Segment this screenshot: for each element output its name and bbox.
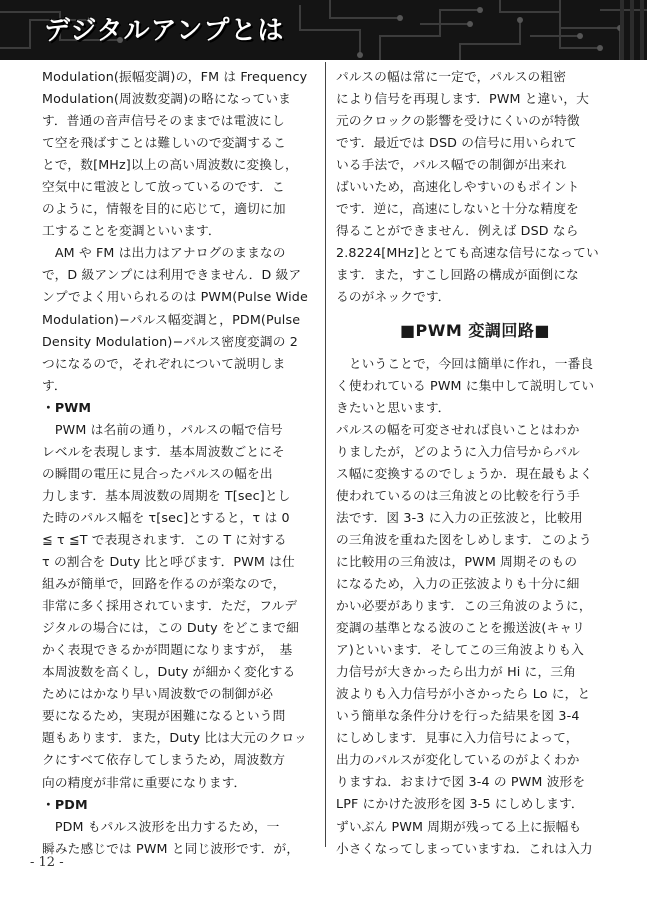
text-line: のように，情報を目的に応じて，適切に加 (42, 201, 286, 217)
text-line: AM や FM は出力はアナログのままなの (42, 245, 286, 261)
text-line: クにすべて依存してしまうため，周波数方 (42, 752, 286, 768)
column-divider (325, 62, 326, 847)
text-line: いう簡単な条件分けを行った結果を図 3-4 (336, 708, 580, 724)
text-line: るのがネックです． (336, 289, 451, 305)
text-line: PDM もパルス波形を出力するため，一 (42, 818, 280, 834)
text-line: つになるので，それぞれについて説明しま (42, 355, 286, 371)
text-line: ンプでよく用いられるのは PWM(Pulse Wide (42, 289, 308, 305)
text-line: の瞬間の電圧に見合ったパルスの幅を出 (42, 465, 273, 481)
text-line: て空を飛ばすことは難しいので変調するこ (42, 135, 286, 151)
subsection-heading: ・PDM (42, 796, 88, 812)
text-line: 変調の基準となる波のことを搬送波(キャリ (336, 620, 586, 636)
text-line: 力します．基本周波数の周期を T[sec]とし (42, 487, 291, 503)
text-line: ス幅に変換するのでしょうか．現在最もよく (336, 465, 593, 481)
text-line: の三角波を重ねた図をしめします．このよう (336, 531, 592, 547)
text-line: で，D 級アンプには利用できません．D 級ア (42, 267, 302, 283)
text-line: いる手法で，パルス幅での制御が出来れ (336, 157, 567, 173)
text-line: 法です．図 3-3 に入力の正弦波と，比較用 (336, 509, 583, 525)
text-line: 向の精度が非常に重要になります． (42, 774, 247, 790)
text-line: 要になるため，実現が困難になるという問 (42, 708, 286, 724)
text-line: りますね．おまけで図 3-4 の PWM 波形を (336, 774, 586, 790)
text-line: 非常に多く採用されています．ただ，フルデ (42, 598, 298, 614)
text-line: に比較用の三角波は，PWM 周期そのもの (336, 553, 578, 569)
text-line: パルスの幅は常に一定で，パルスの粗密 (336, 69, 567, 84)
text-line: かい必要があります．この三角波のように， (336, 598, 592, 614)
page-title: デジタルアンプとは (44, 16, 285, 46)
text-line: Modulation(周波数変調)の略になっていま (42, 91, 291, 107)
text-line: く使われている PWM に集中して説明してい (336, 377, 595, 393)
text-line: により信号を再現します．PWM と違い，大 (336, 91, 589, 107)
right-column (336, 66, 614, 860)
text-line: ≦ τ ≦T で表現されます．この T に対する (42, 531, 287, 547)
text-line: LPF にかけた波形を図 3-5 にしめします． (336, 796, 584, 812)
text-line: す．普通の音声信号そのままでは電波にし (42, 113, 285, 129)
text-line: きたいと思います． (336, 399, 451, 415)
text-line: 組みが簡単で，回路を作るのが楽なので， (42, 576, 286, 592)
text-line: 元のクロックの影響を受けにくいのが特徴 (336, 113, 580, 129)
text-line: です．最近では DSD の信号に用いられて (336, 135, 577, 151)
text-line: ということで，今回は簡単に作れ，一番良 (336, 355, 594, 371)
text-line: 力信号が大きかったら出力が Hi に，三角 (336, 664, 576, 680)
text-line: す． (42, 377, 67, 393)
section-heading: ■PWM 変調回路■ (399, 320, 551, 340)
text-line: Modulation)−パルス幅変調と，PDM(Pulse (42, 311, 301, 327)
text-line: 出力のパルスが変化しているのがよくわか (336, 752, 580, 768)
text-line: レベルを表現します．基本周波数ごとにそ (42, 443, 285, 459)
text-line: 瞬みた感じでは PWM と同じ波形です．が， (42, 840, 300, 856)
text-line: ます．また，すこし回路の構成が面倒にな (336, 267, 579, 283)
text-line: 波よりも入力信号が小さかったら Lo に，と (336, 686, 591, 702)
left-column (42, 66, 320, 860)
text-line: ア)といいます．そしてこの三角波よりも入 (336, 642, 584, 658)
text-line: かく表現できるかが問題になりますが， 基 (42, 642, 293, 658)
text-line: 2.8224[MHz]ととても高速な信号になってい (336, 245, 599, 261)
text-line: ばいいため，高速化しやすいのもポイント (336, 179, 580, 195)
text-line: Density Modulation)−パルス密度変調の 2 (42, 333, 298, 349)
text-line: とで，数[MHz]以上の高い周波数に変換し， (42, 157, 298, 173)
text-line: 工することを変調といいます． (42, 223, 221, 239)
text-line: PWM は名前の通り，パルスの幅で信号 (42, 421, 283, 437)
text-line: 空気中に電波として放っているのです．こ (42, 179, 285, 195)
text-line: ジタルの場合には，この Duty をどこまで細 (42, 620, 299, 636)
text-line: 本周波数を高くし，Duty が細かく変化する (42, 664, 296, 680)
text-line: た時のパルス幅を τ[sec]とすると，τ は 0 (42, 509, 290, 525)
text-line: になるため，入力の正弦波よりも十分に細 (336, 575, 580, 591)
page-number: - 12 - (30, 855, 64, 870)
text-line: です．逆に，高速にしないと十分な精度を (336, 201, 579, 217)
text-line: 題もあります．また，Duty 比は大元のクロッ (42, 730, 307, 746)
subsection-heading: ・PWM (42, 399, 92, 415)
text-line: 使われているのは三角波との比較を行う手 (336, 487, 580, 503)
text-line: りましたが，どのように入力信号からパル (336, 443, 580, 459)
text-line: にしめします．見事に入力信号によって， (336, 730, 579, 746)
text-line: 得ることができません．例えば DSD なら (336, 223, 579, 239)
text-line: Modulation(振幅変調)の，FM は Frequency (42, 69, 308, 84)
page-header (0, 0, 647, 60)
text-line: パルスの幅を可変させれば良いことはわか (336, 421, 580, 437)
text-line: 小さくなってしまっていますね．これは入力 (336, 840, 593, 856)
text-line: ずいぶん PWM 周期が残ってる上に振幅も (336, 818, 582, 834)
text-line: ためにはかなり早い周波数での制御が必 (42, 686, 274, 702)
text-line: τ の割合を Duty 比と呼びます．PWM は仕 (42, 554, 295, 570)
